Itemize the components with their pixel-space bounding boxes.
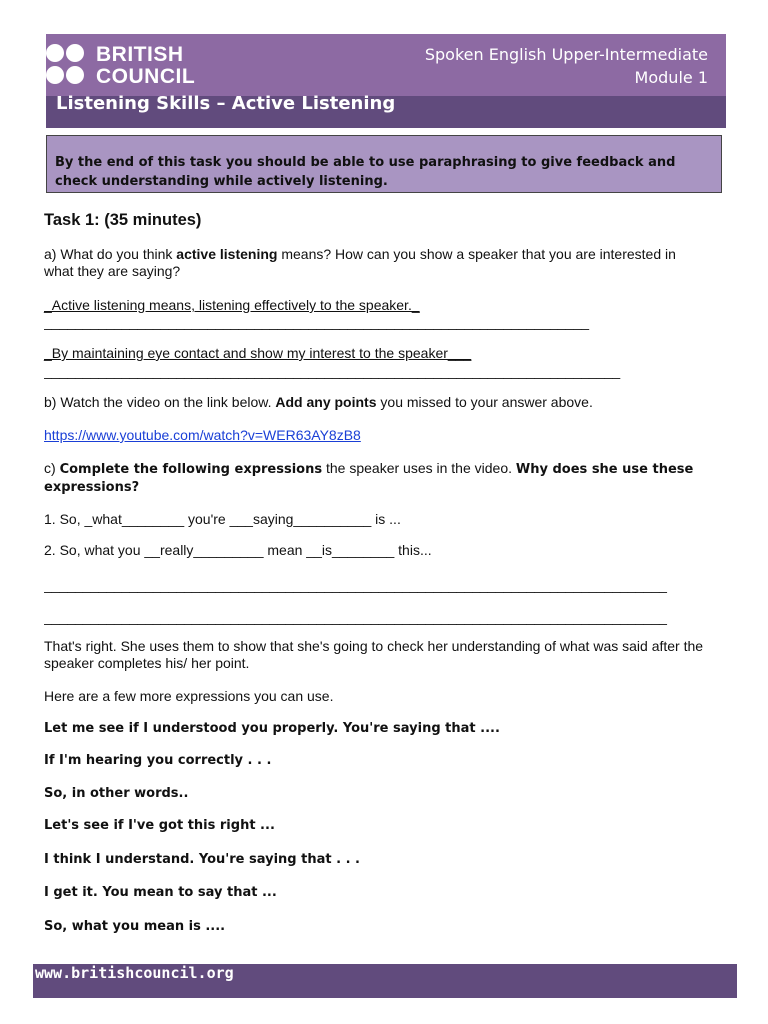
expression-1: 1. So, _what________ you're ___saying__________ is ...	[44, 511, 401, 527]
question-a-text-end: means? How can you show a speaker that you are interested in what they are saying?	[44, 246, 676, 279]
title-bar	[46, 93, 726, 128]
logo-text-line2: COUNCIL	[96, 65, 196, 88]
question-b	[44, 394, 593, 411]
course-info	[425, 43, 708, 89]
question-b-text-end: you missed to your answer above.	[376, 394, 593, 410]
page-title: Listening Skills – Active Listening	[56, 93, 396, 114]
expression-item: Let me see if I understood you properly. You're saying that ....	[44, 721, 500, 736]
video-link[interactable]: https://www.youtube.com/watch?v=WER63AY8zB8	[44, 427, 361, 443]
footer-url: www.britishcouncil.org	[35, 964, 234, 982]
logo-dots-icon	[46, 43, 94, 87]
question-a-text: a) What do you think	[44, 246, 177, 262]
header-banner	[46, 34, 726, 96]
question-c-text: c)	[44, 460, 60, 476]
question-a	[44, 246, 704, 280]
expression-item: I think I understand. You're saying that . . .	[44, 852, 360, 867]
expression-2: 2. So, what you __really_________ mean __is________ this...	[44, 542, 432, 558]
expression-item: So, in other words..	[44, 786, 189, 801]
task-heading: Task 1: (35 minutes)	[44, 211, 202, 229]
expression-item: If I'm hearing you correctly . . .	[44, 753, 272, 768]
expression-item: Let's see if I've got this right ...	[44, 818, 275, 833]
module-label: Module 1	[634, 68, 708, 87]
objective-box: By the end of this task you should be able to use paraphrasing to give feedback and check understanding while actively listening.	[46, 135, 722, 193]
footer-bar	[33, 964, 737, 998]
question-b-text: b) Watch the video on the link below.	[44, 394, 276, 410]
answer-1: _Active listening means, listening effectively to the speaker._	[44, 297, 420, 313]
question-c	[44, 460, 728, 496]
course-name: Spoken English Upper-Intermediate	[424, 45, 708, 64]
question-c-bold-2: Why does she use these expressions?	[44, 462, 694, 495]
answer-line-2: ________________________________________________________________________________	[44, 609, 667, 625]
answer-2-rule: __________________________________________________________________________	[44, 363, 621, 379]
question-c-bold-1: Complete the following expressions	[59, 462, 323, 477]
question-c-text-mid: the speaker uses in the video.	[322, 460, 516, 476]
question-a-bold: active listening	[176, 246, 278, 262]
logo-text-line1: BRITISH	[96, 43, 184, 66]
expression-item: I get it. You mean to say that ...	[44, 885, 277, 900]
answer-1-rule: ______________________________________________________________________	[44, 314, 590, 330]
explanation-text: That's right. She uses them to show that she's going to check her understanding of what was said after the speaker completes his/ her point.	[44, 638, 704, 671]
expression-item: So, what you mean is ....	[44, 919, 226, 934]
question-b-bold: Add any points	[275, 394, 377, 410]
answer-line-1: ________________________________________________________________________________	[44, 577, 667, 593]
more-expressions-intro: Here are a few more expressions you can use.	[44, 688, 334, 704]
answer-2: _By maintaining eye contact and show my interest to the speaker___	[44, 345, 472, 361]
